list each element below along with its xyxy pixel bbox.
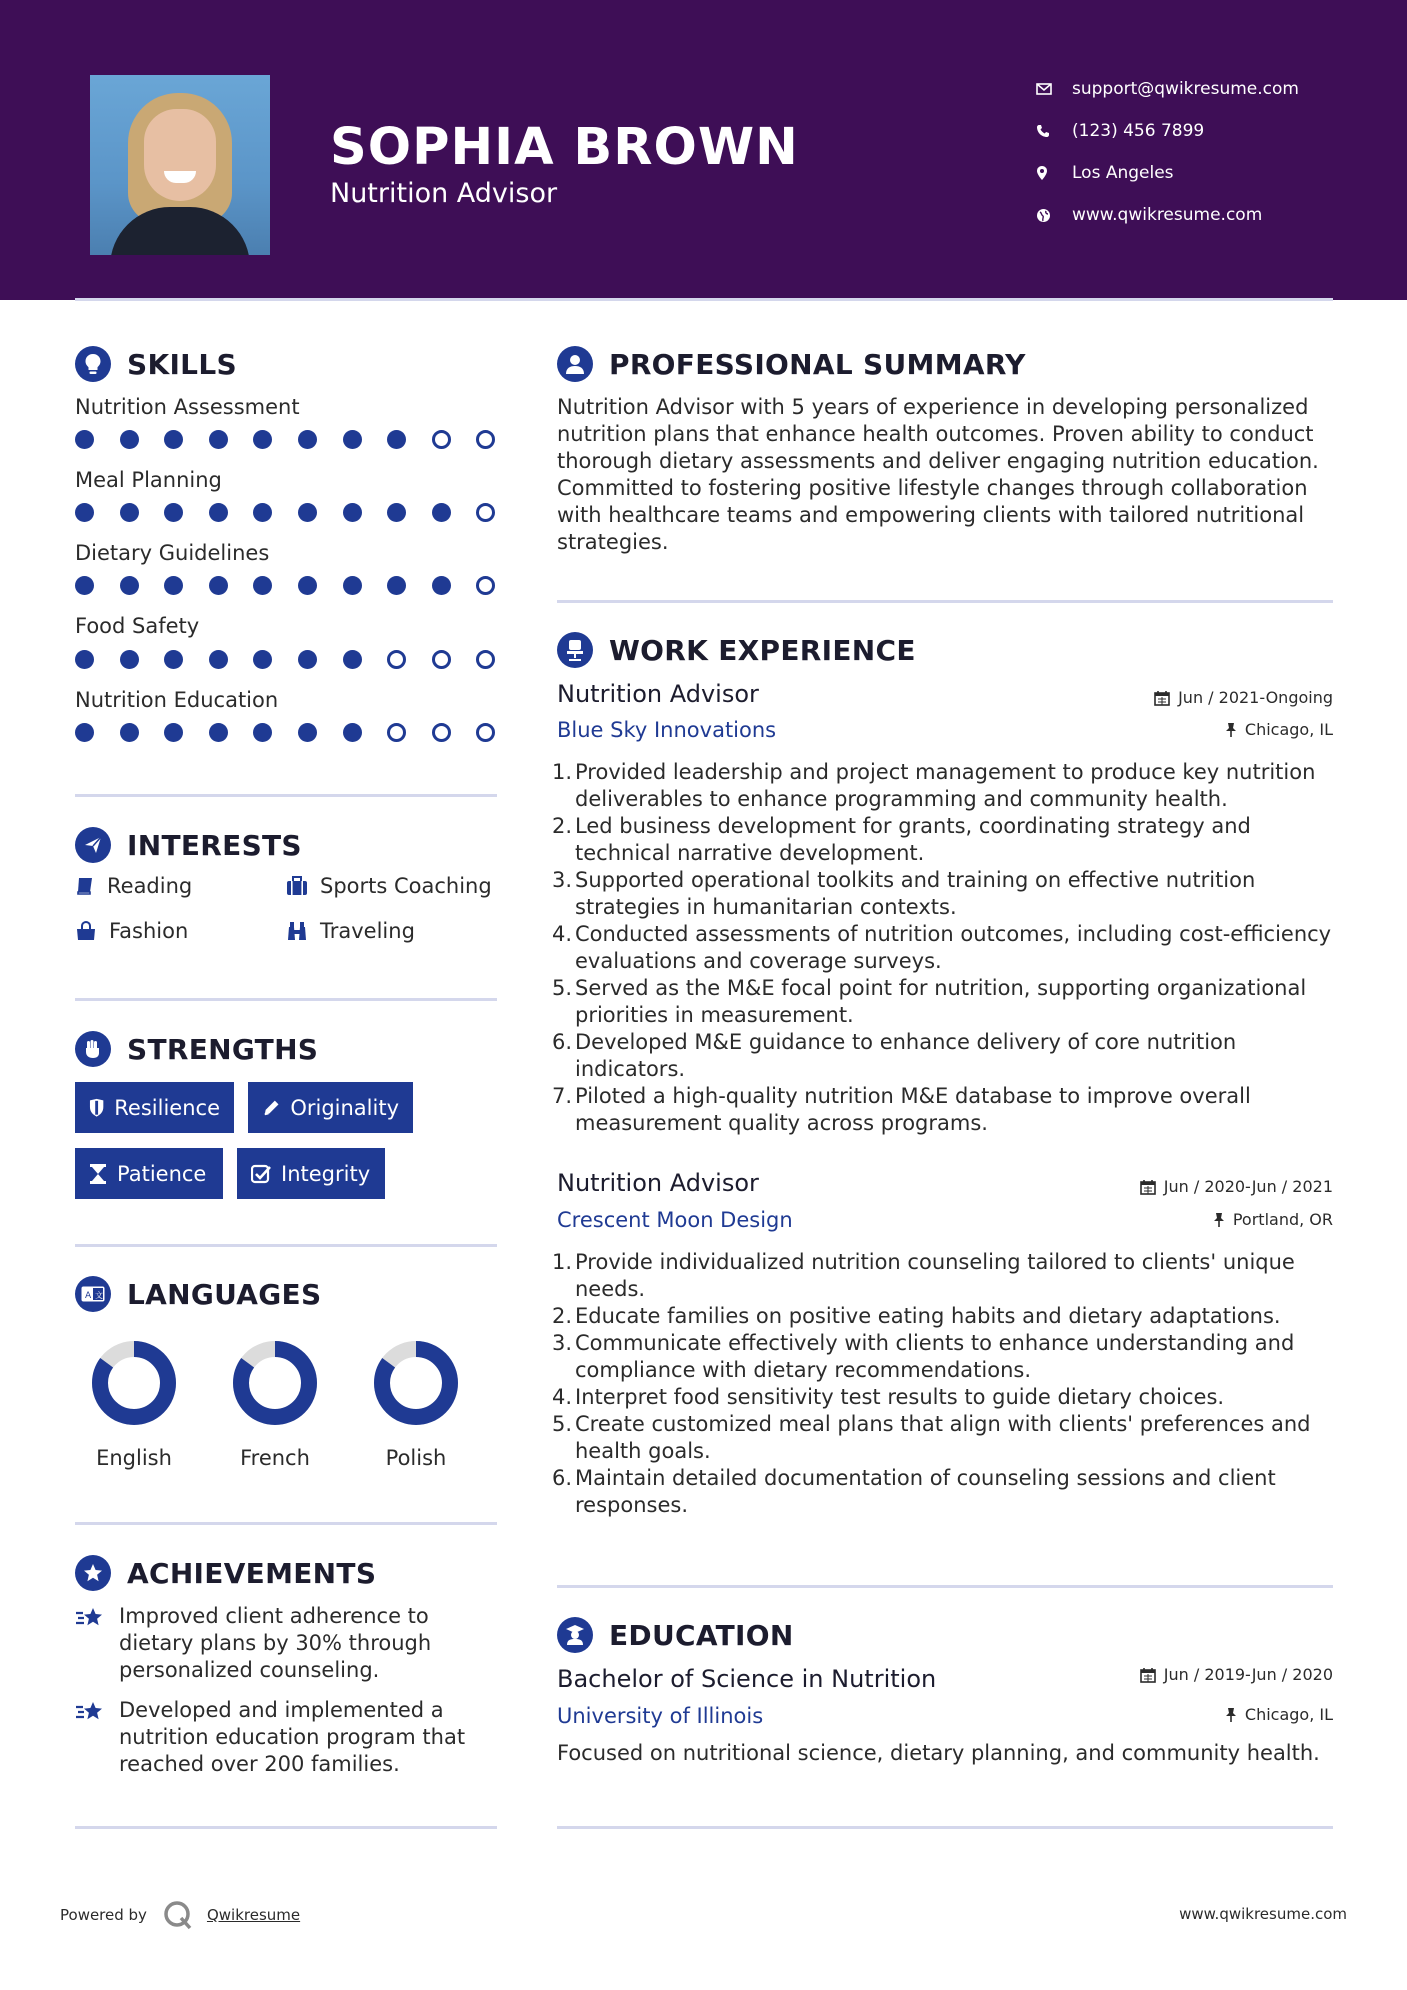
rating-dot-filled — [164, 503, 183, 522]
graduate-icon — [557, 1617, 593, 1653]
user-icon — [557, 346, 593, 382]
section-divider — [75, 1522, 497, 1525]
phone-icon — [1036, 124, 1072, 138]
chair-icon — [557, 632, 593, 668]
job-location: Portland, OR — [1213, 1210, 1333, 1229]
rating-dot-filled — [387, 430, 406, 449]
contact-phone-text: (123) 456 7899 — [1072, 121, 1205, 141]
contact-email[interactable] — [1036, 68, 1299, 110]
lightbulb-icon — [75, 346, 111, 382]
rating-dot-filled — [120, 650, 139, 669]
responsibility-item: 6. Developed M&E guidance to enhance delivery of core nutrition indicators. — [552, 1030, 1237, 1081]
svg-text:A: A — [85, 1291, 92, 1301]
rating-dot-empty — [476, 430, 495, 449]
strength-badge: Resilience — [75, 1082, 234, 1133]
language-donut — [232, 1340, 318, 1426]
rating-dot-filled — [209, 576, 228, 595]
shooting-star-icon — [75, 1605, 107, 1631]
rating-dot-filled — [343, 723, 362, 742]
rating-dot-filled — [298, 723, 317, 742]
responsibility-item: 5. Served as the M&E focal point for nutrition, supporting organizational priorities in measurement. — [552, 976, 1307, 1027]
footer-website[interactable]: www.qwikresume.com — [1179, 1905, 1347, 1923]
contact-website-text: www.qwikresume.com — [1072, 205, 1263, 225]
rating-dot-filled — [253, 576, 272, 595]
strength-badge: Originality — [248, 1082, 413, 1133]
skills-heading: SKILLS — [75, 346, 237, 382]
translate-icon — [75, 1276, 111, 1312]
contact-location — [1036, 152, 1299, 194]
paper-plane-icon — [75, 827, 111, 863]
skill-rating — [75, 430, 521, 449]
languages-heading: A 文 LANGUAGES — [75, 1276, 321, 1312]
header-divider — [75, 298, 1333, 301]
rating-dot-filled — [298, 503, 317, 522]
job-location: Chicago, IL — [1225, 720, 1333, 739]
responsibility-item: 5. Create customized meal plans that align with clients' preferences and health goals. — [552, 1412, 1311, 1463]
section-divider — [557, 1585, 1333, 1588]
contact-email-text: support@qwikresume.com — [1072, 79, 1299, 99]
strengths-heading: STRENGTHS — [75, 1031, 318, 1067]
section-divider — [557, 1826, 1333, 1829]
candidate-title: Nutrition Advisor — [330, 178, 558, 209]
shield-icon — [89, 1098, 104, 1118]
experience-heading: WORK EXPERIENCE — [557, 632, 916, 668]
strength-badge: Integrity — [237, 1148, 385, 1199]
rating-dot-filled — [75, 576, 94, 595]
interest-item: Fashion — [75, 919, 188, 943]
rating-dot-empty — [476, 650, 495, 669]
language-item: English — [79, 1340, 189, 1470]
responsibility-item: 3. Communicate effectively with clients to enhance understanding and compliance with dietary recommendations. — [552, 1331, 1295, 1382]
briefcase-icon — [286, 876, 308, 896]
rating-dot-filled — [209, 503, 228, 522]
candidate-name: SOPHIA BROWN — [330, 118, 799, 177]
interest-item: Sports Coaching — [286, 874, 492, 898]
responsibility-item: 1. Provide individualized nutrition counseling tailored to clients' unique needs. — [552, 1250, 1295, 1301]
skill-rating — [75, 723, 521, 742]
education-heading: EDUCATION — [557, 1617, 794, 1653]
contact-list — [1036, 68, 1299, 236]
rating-dot-filled — [209, 723, 228, 742]
globe-icon — [1036, 208, 1072, 223]
strength-badge: Patience — [75, 1148, 223, 1199]
pushpin-icon — [1213, 1212, 1225, 1228]
section-divider — [75, 1826, 497, 1829]
rating-dot-filled — [343, 503, 362, 522]
responsibility-item: 7. Piloted a high-quality nutrition M&E database to improve overall measurement quality across programs. — [552, 1084, 1251, 1135]
rating-dot-filled — [120, 430, 139, 449]
responsibility-item: 4. Conducted assessments of nutrition outcomes, including cost-efficiency evaluations and coverage surveys. — [552, 922, 1332, 973]
school-name: University of Illinois — [557, 1704, 764, 1728]
responsibility-item: 3. Supported operational toolkits and training on effective nutrition strategies in humanitarian contexts. — [552, 868, 1256, 919]
profile-photo — [90, 75, 270, 255]
job-title: Nutrition Advisor — [557, 1169, 759, 1197]
pushpin-icon — [1225, 722, 1237, 738]
rating-dot-filled — [75, 650, 94, 669]
language-donut — [91, 1340, 177, 1426]
rating-dot-filled — [164, 650, 183, 669]
qwikresume-logo-icon — [161, 1898, 195, 1932]
rating-dot-filled — [120, 723, 139, 742]
rating-dot-empty — [476, 503, 495, 522]
section-divider — [557, 600, 1333, 603]
rating-dot-filled — [432, 503, 451, 522]
section-divider — [75, 794, 497, 797]
responsibility-item: 4. Interpret food sensitivity test results to guide dietary choices. — [552, 1385, 1225, 1409]
rating-dot-empty — [432, 430, 451, 449]
rating-dot-filled — [75, 503, 94, 522]
section-divider — [75, 1244, 497, 1247]
interest-item: Traveling — [286, 919, 415, 943]
rating-dot-filled — [164, 430, 183, 449]
achievement-item: Developed and implemented a nutrition education program that reached over 200 families. — [75, 1697, 495, 1778]
pushpin-icon — [1225, 1707, 1237, 1723]
calendar-icon — [1140, 1667, 1156, 1683]
language-donut — [373, 1340, 459, 1426]
shooting-star-icon — [75, 1699, 107, 1725]
rating-dot-filled — [209, 650, 228, 669]
checkbox-icon — [251, 1164, 271, 1184]
rating-dot-filled — [387, 503, 406, 522]
rating-dot-filled — [164, 723, 183, 742]
rating-dot-filled — [75, 430, 94, 449]
job-responsibilities — [552, 759, 1342, 1137]
summary-text: Nutrition Advisor with 5 years of experience in developing personalized nutrition plans that enhance health outcomes. Proven ability to conduct thorough dietary assessments and deliver engaging nutrition education. Committed to fostering positive lifestyle changes through collaboration with healthcare teams and empowering clients with tailored nutritional strategies. — [557, 395, 1319, 554]
company-name: Crescent Moon Design — [557, 1208, 793, 1232]
skill-name: Food Safety — [75, 614, 200, 638]
company-name: Blue Sky Innovations — [557, 718, 777, 742]
interests-heading: INTERESTS — [75, 827, 302, 863]
skill-rating — [75, 576, 521, 595]
rating-dot-filled — [75, 723, 94, 742]
rating-dot-filled — [120, 503, 139, 522]
skill-name: Meal Planning — [75, 468, 222, 492]
rating-dot-empty — [432, 723, 451, 742]
achievement-item: Improved client adherence to dietary plans by 30% through personalized counseling. — [75, 1603, 495, 1684]
section-divider — [75, 998, 497, 1001]
rating-dot-filled — [253, 723, 272, 742]
rating-dot-filled — [253, 430, 272, 449]
skill-rating — [75, 650, 521, 669]
rating-dot-filled — [343, 576, 362, 595]
responsibility-item: 2. Led business development for grants, coordinating strategy and technical narrative development. — [552, 814, 1251, 865]
achievements-heading: ACHIEVEMENTS — [75, 1555, 376, 1591]
rating-dot-empty — [476, 576, 495, 595]
job-dates: Jun / 2020-Jun / 2021 — [1140, 1177, 1333, 1196]
degree-name: Bachelor of Science in Nutrition — [557, 1665, 937, 1693]
skill-name: Dietary Guidelines — [75, 541, 270, 565]
rating-dot-filled — [343, 650, 362, 669]
qwikresume-link[interactable]: Qwikresume — [206, 1906, 301, 1924]
language-item: French — [220, 1340, 330, 1470]
map-pin-icon — [1036, 165, 1072, 181]
skill-name: Nutrition Assessment — [75, 395, 300, 419]
svg-text:文: 文 — [95, 1291, 103, 1300]
rating-dot-empty — [387, 723, 406, 742]
rating-dot-filled — [432, 576, 451, 595]
rating-dot-filled — [298, 650, 317, 669]
raised-fist-icon — [75, 1031, 111, 1067]
summary-heading: PROFESSIONAL SUMMARY — [557, 346, 1026, 382]
shopping-bag-icon — [75, 921, 97, 941]
job-title: Nutrition Advisor — [557, 680, 759, 708]
rating-dot-empty — [432, 650, 451, 669]
job-responsibilities — [552, 1249, 1342, 1519]
rating-dot-filled — [164, 576, 183, 595]
contact-location-text: Los Angeles — [1072, 163, 1174, 183]
skill-rating — [75, 503, 521, 522]
star-badge-icon — [75, 1555, 111, 1591]
rating-dot-filled — [253, 503, 272, 522]
envelope-icon — [1036, 83, 1072, 95]
education-dates: Jun / 2019-Jun / 2020 — [1140, 1665, 1333, 1684]
contact-phone[interactable] — [1036, 110, 1299, 152]
calendar-icon — [1140, 1179, 1156, 1195]
pencil-icon — [262, 1098, 280, 1118]
rating-dot-filled — [253, 650, 272, 669]
responsibility-item: 1. Provided leadership and project management to produce key nutrition deliverables to enhance programming and community health. — [552, 760, 1316, 811]
footer-powered-by: Powered by Qwikresume — [60, 1898, 300, 1932]
rating-dot-empty — [387, 650, 406, 669]
skill-name: Nutrition Education — [75, 688, 279, 712]
contact-website[interactable] — [1036, 194, 1299, 236]
calendar-icon — [1154, 690, 1170, 706]
book-icon — [75, 876, 95, 896]
rating-dot-filled — [209, 430, 228, 449]
resume-header — [0, 0, 1407, 300]
job-dates: Jun / 2021-Ongoing — [1154, 688, 1333, 707]
education-description: Focused on nutritional science, dietary planning, and community health. — [557, 1741, 1320, 1765]
rating-dot-filled — [298, 576, 317, 595]
interest-item: Reading — [75, 874, 192, 898]
rating-dot-filled — [343, 430, 362, 449]
education-location: Chicago, IL — [1225, 1705, 1333, 1724]
rating-dot-filled — [387, 576, 406, 595]
responsibility-item: 6. Maintain detailed documentation of counseling sessions and client responses. — [552, 1466, 1276, 1517]
binoculars-icon — [286, 921, 308, 941]
language-item: Polish — [361, 1340, 471, 1470]
rating-dot-filled — [298, 430, 317, 449]
responsibility-item: 2. Educate families on positive eating habits and dietary adaptations. — [552, 1304, 1281, 1328]
rating-dot-filled — [120, 576, 139, 595]
rating-dot-empty — [476, 723, 495, 742]
hourglass-icon — [89, 1164, 107, 1184]
